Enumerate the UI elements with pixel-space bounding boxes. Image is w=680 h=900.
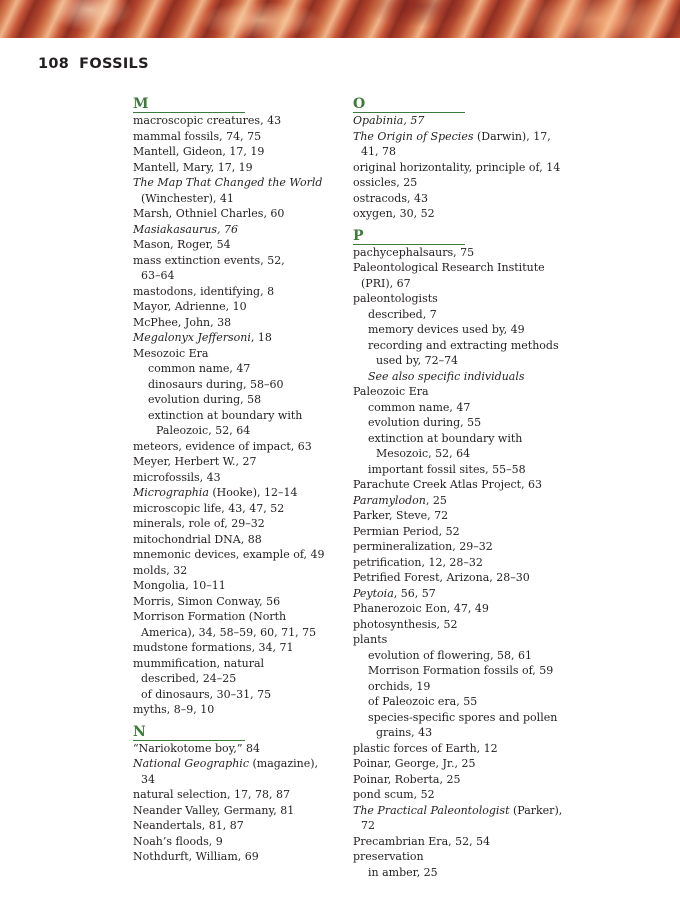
index-entry: [133, 486, 338, 501]
index-section-p: [353, 228, 568, 881]
entry-text: (magazine),: [248, 757, 319, 770]
index-entry: [353, 540, 568, 555]
index-subentry: [353, 447, 568, 462]
index-subentry: [133, 688, 338, 703]
index-entry: [133, 850, 338, 865]
entry-text: microscopic life, 43, 47, 52: [133, 501, 285, 515]
section-letter: N: [133, 724, 245, 741]
index-entry: [353, 130, 568, 145]
entry-text: mummification, natural: [133, 656, 265, 670]
index-entry: [133, 742, 338, 757]
entry-text: paleontologists: [353, 292, 438, 305]
entry-text: Micrographia: [133, 486, 209, 499]
entry-text: grains, 43: [376, 726, 433, 739]
index-subentry: [133, 424, 338, 439]
entry-text: Permian Period, 52: [353, 524, 460, 538]
index-entry: [353, 757, 568, 772]
entry-text: natural selection, 17, 78, 87: [133, 788, 290, 801]
entry-text: pachycephalsaurs, 75: [353, 245, 475, 259]
index-section-n: [133, 724, 338, 865]
decorative-banner-image: [0, 0, 680, 38]
entry-text: of Paleozoic era, 55: [368, 695, 478, 708]
entry-text: Paramylodon: [353, 493, 426, 507]
entry-text: oxygen, 30, 52: [353, 207, 435, 220]
entry-text: mudstone formations, 34, 71: [133, 641, 294, 654]
entry-text: , 18: [250, 331, 272, 344]
entry-text: Marsh, Othniel Charles, 60: [133, 207, 285, 220]
index-subentry: [353, 354, 568, 369]
entry-text: Poinar, George, Jr., 25: [353, 757, 476, 770]
index-subentry: [133, 626, 338, 641]
entry-text: plastic forces of Earth, 12: [353, 741, 498, 755]
index-subentry: [353, 664, 568, 679]
index-entry: [133, 641, 338, 656]
index-subentry: [133, 672, 338, 687]
running-title: FOSSILS: [79, 56, 149, 72]
index-entry: [133, 835, 338, 850]
entry-text: 34: [141, 772, 155, 786]
index-entry: [353, 788, 568, 803]
index-column-left: [133, 96, 338, 866]
index-subentry: [133, 269, 338, 284]
index-entry: [353, 494, 568, 509]
section-letter: O: [353, 96, 465, 113]
page-number: 108: [38, 56, 70, 72]
entry-text: 72: [361, 819, 375, 832]
entry-text: important fossil sites, 55–58: [368, 462, 526, 476]
entry-text: America), 34, 58–59, 60, 71, 75: [141, 625, 317, 639]
index-entry: [133, 657, 338, 672]
entry-text: , 56, 57: [393, 586, 436, 600]
index-entry: [353, 525, 568, 540]
index-entry: [133, 502, 338, 517]
entry-text: used by, 72–74: [376, 354, 459, 367]
index-subentry: [133, 773, 338, 788]
entry-text: Phanerozoic Eon, 47, 49: [353, 602, 489, 615]
entry-text: Megalonyx Jeffersoni: [133, 331, 251, 344]
index-entry: [133, 176, 338, 191]
index-entry: [353, 261, 568, 276]
index-subentry: [353, 308, 568, 323]
index-entry: [353, 850, 568, 865]
index-entry: [133, 610, 338, 625]
index-entry: [353, 114, 568, 129]
entry-text: plants: [353, 633, 388, 646]
index-subentry: [353, 695, 568, 710]
entry-text: Masiakasaurus, 76: [133, 222, 239, 236]
entry-text: photosynthesis, 52: [353, 617, 458, 631]
index-entry: [353, 292, 568, 307]
entry-text: See also specific individuals: [368, 369, 525, 383]
entry-text: extinction at boundary with: [368, 431, 523, 445]
index-subentry: [133, 362, 338, 377]
entry-text: , 25: [425, 493, 447, 507]
entry-text: Morrison Formation fossils of, 59: [368, 664, 554, 677]
entry-text: (PRI), 67: [361, 276, 411, 290]
index-entry: [353, 176, 568, 191]
entry-text: memory devices used by, 49: [368, 323, 525, 336]
index-entry: [133, 145, 338, 160]
entry-text: in amber, 25: [368, 865, 438, 879]
index-subentry: [133, 192, 338, 207]
entry-text: recording and extracting methods: [368, 338, 559, 352]
entry-text: National Geographic: [133, 757, 249, 770]
index-entry: [353, 602, 568, 617]
index-entry: [353, 192, 568, 207]
index-entry: [133, 548, 338, 563]
index-subentry: [353, 866, 568, 881]
index-entry: [353, 246, 568, 261]
index-entry: [133, 238, 338, 253]
entry-text: Paleontological Research Institute: [353, 261, 545, 274]
index-entry: [133, 130, 338, 145]
index-entry: [133, 757, 338, 772]
index-subentry: [133, 409, 338, 424]
entry-text: meteors, evidence of impact, 63: [133, 439, 312, 453]
index-entry: [133, 207, 338, 222]
index-entry: [133, 316, 338, 331]
index-entry: [133, 579, 338, 594]
index-entry: [133, 788, 338, 803]
index-entry: [353, 804, 568, 819]
entry-text: described, 7: [368, 307, 437, 321]
entry-text: macroscopic creatures, 43: [133, 114, 282, 127]
index-entry: [133, 455, 338, 470]
entry-text: species-specific spores and pollen: [368, 710, 558, 724]
index-entry: [133, 595, 338, 610]
index-entry: [353, 742, 568, 757]
index-entry: [353, 478, 568, 493]
index-subentry: [353, 819, 568, 834]
entry-text: Paleozoic Era: [353, 385, 429, 398]
index-entry: [133, 533, 338, 548]
index-entry: [133, 703, 338, 718]
entry-text: Neander Valley, Germany, 81: [133, 803, 295, 817]
index-subentry: [353, 145, 568, 160]
entry-text: evolution during, 55: [368, 416, 482, 429]
index-entry: [133, 223, 338, 238]
entry-text: mass extinction events, 52,: [133, 253, 285, 267]
entry-text: common name, 47: [148, 362, 251, 375]
entry-text: Neandertals, 81, 87: [133, 819, 244, 832]
index-subentry: [353, 711, 568, 726]
index-entry: [133, 440, 338, 455]
index-entry: [133, 285, 338, 300]
index-subentry: [353, 401, 568, 416]
index-entry: [353, 571, 568, 586]
index-entry: [133, 819, 338, 834]
entry-text: mammal fossils, 74, 75: [133, 129, 262, 143]
entry-text: 63–64: [141, 269, 175, 282]
entry-text: Peytoia: [353, 586, 394, 600]
entry-text: Noah’s floods, 9: [133, 834, 223, 848]
section-letter: M: [133, 96, 245, 113]
entry-text: original horizontality, principle of, 14: [353, 160, 561, 174]
entry-text: preservation: [353, 850, 424, 863]
entry-text: common name, 47: [368, 400, 471, 414]
entry-text: of dinosaurs, 30–31, 75: [141, 687, 272, 701]
entry-text: described, 24–25: [141, 672, 237, 685]
index-entry: [353, 556, 568, 571]
index-entry: [353, 385, 568, 400]
entry-text: dinosaurs during, 58–60: [148, 377, 284, 391]
index-subentry: [353, 416, 568, 431]
entry-text: myths, 8–9, 10: [133, 703, 215, 716]
entry-text: Morrison Formation (North: [133, 610, 287, 623]
entry-text: Mesozoic, 52, 64: [376, 447, 471, 460]
entry-text: mitochondrial DNA, 88: [133, 532, 262, 546]
index-entry: [133, 161, 338, 176]
entry-text: Mantell, Gideon, 17, 19: [133, 145, 265, 158]
entry-text: The Map That Changed the World: [133, 176, 323, 189]
entry-text: Mongolia, 10–11: [133, 579, 226, 592]
index-subentry: [133, 378, 338, 393]
index-subentry: [353, 680, 568, 695]
entry-text: orchids, 19: [368, 679, 431, 693]
entry-text: ossicles, 25: [353, 176, 418, 189]
index-entry: [133, 347, 338, 362]
entry-text: mnemonic devices, example of, 49: [133, 548, 325, 561]
entry-text: (Parker),: [509, 803, 563, 817]
index-entry: [353, 773, 568, 788]
entry-text: Mayor, Adrienne, 10: [133, 300, 247, 313]
entry-text: Mantell, Mary, 17, 19: [133, 160, 253, 174]
entry-text: evolution of flowering, 58, 61: [368, 648, 533, 662]
entry-text: The Practical Paleontologist: [353, 803, 510, 817]
index-entry: [133, 471, 338, 486]
index-subentry: [353, 370, 568, 385]
entry-text: (Darwin), 17,: [473, 129, 551, 143]
entry-text: Parachute Creek Atlas Project, 63: [353, 478, 543, 491]
entry-text: McPhee, John, 38: [133, 315, 232, 329]
index-subentry: [353, 463, 568, 478]
index-subentry: [353, 726, 568, 741]
section-letter: P: [353, 228, 465, 245]
entry-text: Meyer, Herbert W., 27: [133, 455, 257, 468]
index-entry: [353, 207, 568, 222]
index-entry: [133, 114, 338, 129]
entry-text: Poinar, Roberta, 25: [353, 772, 461, 786]
entry-text: (Winchester), 41: [141, 191, 234, 205]
index-subentry: [353, 339, 568, 354]
entry-text: minerals, role of, 29–32: [133, 517, 265, 530]
index-section-m: [133, 96, 338, 718]
entry-text: permineralization, 29–32: [353, 540, 493, 553]
index-entry: [133, 517, 338, 532]
entry-text: 41, 78: [361, 145, 396, 158]
index-entry: [353, 618, 568, 633]
index-entry: [353, 633, 568, 648]
entry-text: pond scum, 52: [353, 788, 435, 801]
index-entry: [133, 254, 338, 269]
entry-text: Paleozoic, 52, 64: [156, 424, 251, 437]
entry-text: Parker, Steve, 72: [353, 509, 449, 522]
index-entry: [353, 587, 568, 602]
index-subentry: [353, 323, 568, 338]
entry-text: Mason, Roger, 54: [133, 238, 231, 251]
entry-text: microfossils, 43: [133, 470, 221, 484]
entry-text: petrification, 12, 28–32: [353, 555, 483, 569]
entry-text: extinction at boundary with: [148, 408, 303, 422]
entry-text: molds, 32: [133, 563, 188, 577]
entry-text: Mesozoic Era: [133, 346, 209, 360]
entry-text: Precambrian Era, 52, 54: [353, 834, 491, 848]
index-subentry: [353, 432, 568, 447]
entry-text: mastodons, identifying, 8: [133, 284, 275, 298]
index-entry: [133, 331, 338, 346]
entry-text: The Origin of Species: [353, 129, 474, 143]
index-entry: [353, 509, 568, 524]
entry-text: Petrified Forest, Arizona, 28–30: [353, 571, 530, 584]
index-subentry: [353, 649, 568, 664]
index-subentry: [133, 393, 338, 408]
index-entry: [353, 161, 568, 176]
index-entry: [353, 835, 568, 850]
index-entry: [133, 300, 338, 315]
entry-text: Morris, Simon Conway, 56: [133, 594, 281, 608]
entry-text: (Hooke), 12–14: [208, 486, 298, 499]
entry-text: Nothdurft, William, 69: [133, 850, 259, 863]
index-entry: [133, 804, 338, 819]
index-section-o: [353, 96, 568, 222]
entry-text: “Nariokotome boy,” 84: [133, 741, 261, 755]
running-header: [38, 56, 149, 72]
index-entry: [133, 564, 338, 579]
index-column-right: [353, 96, 568, 881]
entry-text: Opabinia, 57: [353, 114, 425, 127]
index-subentry: [353, 277, 568, 292]
entry-text: evolution during, 58: [148, 393, 262, 406]
entry-text: ostracods, 43: [353, 191, 428, 205]
